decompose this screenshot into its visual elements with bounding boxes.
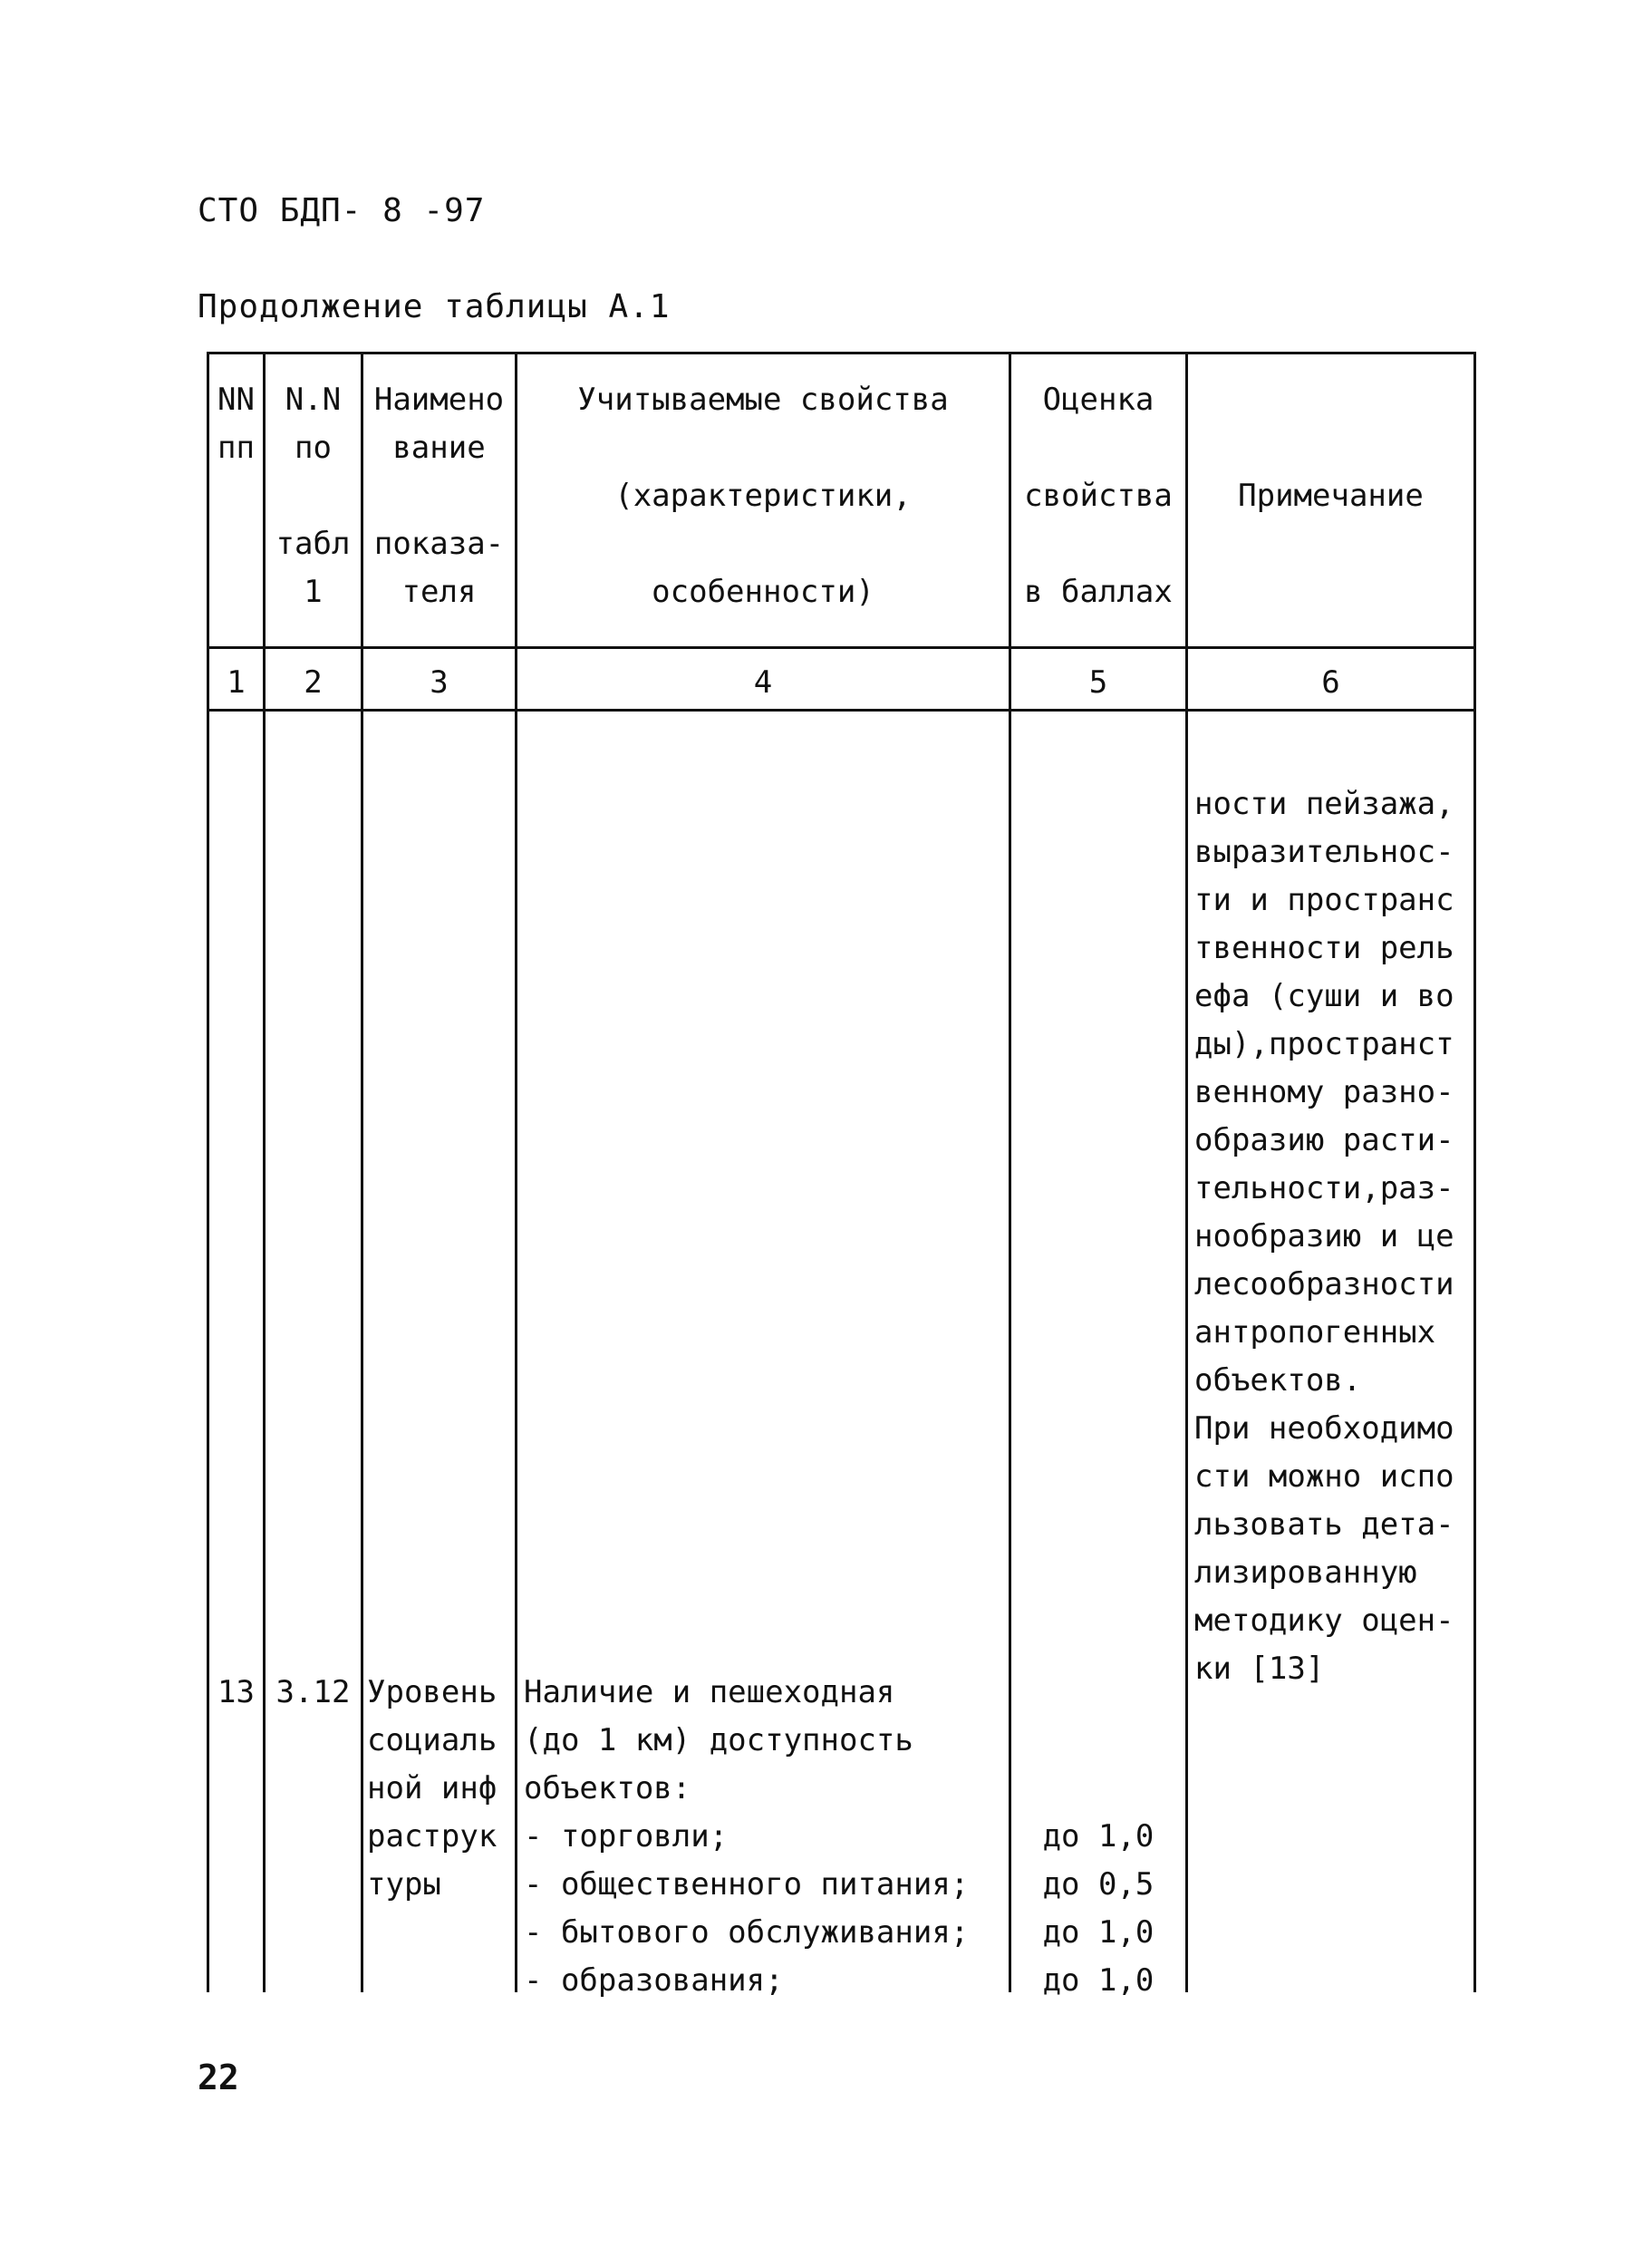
document-code: СТО БДП- 8 -97 xyxy=(198,192,486,229)
row13-property-line: - бытового обслуживания; xyxy=(524,1914,970,1951)
note-line: твенности рель xyxy=(1194,930,1454,966)
header-col-5-line xyxy=(1011,424,1185,472)
header-col-6-line xyxy=(1188,376,1473,424)
note-line: льзовать дета- xyxy=(1194,1506,1454,1543)
header-col-3-line: теля xyxy=(401,574,477,610)
header-col-4-line xyxy=(517,424,1009,472)
header-bottom-border xyxy=(207,646,1473,649)
note-line: методику оцен- xyxy=(1194,1603,1454,1639)
header-col-2-line: по xyxy=(295,430,332,466)
header-col-3-line: показа- xyxy=(373,526,505,562)
header-col-3-line: Наимено xyxy=(373,382,505,418)
header-col-6-line xyxy=(1188,424,1473,472)
header-col-2-line: N.N xyxy=(285,382,342,418)
header-col-2-line xyxy=(266,472,361,520)
note-line: нообразию и це xyxy=(1194,1218,1454,1254)
column-number-3: 3 xyxy=(430,664,449,701)
row13-score: до 1,0 xyxy=(1042,1914,1154,1951)
row13-property-line: (до 1 км) доступность xyxy=(524,1722,913,1758)
note-line: ефа (суши и во xyxy=(1194,978,1454,1014)
column-numbers-bottom-border xyxy=(207,709,1473,712)
column-number-5: 5 xyxy=(1088,664,1108,701)
header-col-6-line xyxy=(1188,568,1473,616)
note-line: выразительнос- xyxy=(1194,834,1454,870)
column-divider-right xyxy=(1473,352,1476,1992)
column-number-2: 2 xyxy=(304,664,323,701)
header-col-5 xyxy=(1011,376,1185,616)
row13-name-line: ной инф xyxy=(367,1770,498,1806)
header-col-6-line xyxy=(1188,520,1473,568)
row13-property-line: - общественного питания; xyxy=(524,1866,970,1903)
row13-name-line: Уровень xyxy=(367,1674,498,1710)
row13-property-line: Наличие и пешеходная xyxy=(524,1674,895,1710)
header-col-4-line: Учитываемые свойства xyxy=(577,382,949,418)
row13-score xyxy=(1011,1717,1185,1765)
note-line: ды),пространст xyxy=(1194,1026,1454,1062)
row13-score xyxy=(1011,1669,1185,1717)
note-line: ки [13] xyxy=(1194,1651,1325,1687)
table-caption: Продолжение таблицы А.1 xyxy=(198,288,671,325)
table-top-border xyxy=(207,352,1473,354)
column-number-6: 6 xyxy=(1321,664,1340,701)
header-col-2-line: 1 xyxy=(304,574,323,610)
note-line xyxy=(1194,732,1471,780)
row13-name-line: раструк xyxy=(367,1818,498,1854)
column-number-4: 4 xyxy=(753,664,773,701)
row13-name xyxy=(367,1669,514,1909)
note-line: ти и пространс xyxy=(1194,882,1454,918)
column-divider-left xyxy=(207,352,209,1992)
row13-score: до 1,0 xyxy=(1042,1818,1154,1854)
note-line: венному разно- xyxy=(1194,1074,1454,1110)
header-col-4-line: особенности) xyxy=(652,574,874,610)
header-col-4-line: (характеристики, xyxy=(614,478,912,514)
note-line: ности пейзажа, xyxy=(1194,786,1454,822)
note-continuation xyxy=(1194,732,1471,1693)
header-col-5-line: в баллах xyxy=(1024,574,1173,610)
header-col-5-line xyxy=(1011,520,1185,568)
row13-table-ref: 3.12 xyxy=(275,1674,351,1710)
row13-scores xyxy=(1011,1669,1185,2005)
header-col-1-line: пп xyxy=(217,430,255,466)
header-col-5-line: Оценка xyxy=(1042,382,1154,418)
row13-property-line: объектов: xyxy=(524,1770,691,1806)
header-col-3-line xyxy=(363,472,515,520)
row13-property-line: - торговли; xyxy=(524,1818,729,1854)
page-number: 22 xyxy=(198,2058,239,2097)
header-col-6-line: Примечание xyxy=(1238,478,1424,514)
row13-name-line: туры xyxy=(367,1866,441,1903)
header-col-1 xyxy=(209,376,263,472)
header-col-4 xyxy=(517,376,1009,616)
header-col-4-line xyxy=(517,520,1009,568)
header-col-3-line: вание xyxy=(392,430,486,466)
row13-score: до 1,0 xyxy=(1042,1962,1154,1999)
header-col-1-line: NN xyxy=(217,382,255,418)
note-line: лизированную xyxy=(1194,1554,1417,1591)
column-number-1: 1 xyxy=(227,664,246,701)
note-line: образию расти- xyxy=(1194,1122,1454,1158)
note-line: сти можно испо xyxy=(1194,1458,1454,1495)
note-line: объектов. xyxy=(1194,1362,1362,1399)
header-col-6 xyxy=(1188,376,1473,616)
note-line: тельности,раз- xyxy=(1194,1170,1454,1206)
note-line: При необходимо xyxy=(1194,1410,1454,1447)
header-col-2 xyxy=(266,376,361,616)
row13-score: до 0,5 xyxy=(1042,1866,1154,1903)
row13-name-line: социаль xyxy=(367,1722,498,1758)
header-col-3 xyxy=(363,376,515,616)
header-col-2-line: табл xyxy=(275,526,351,562)
row13-properties xyxy=(524,1669,1009,2005)
header-col-5-line: свойства xyxy=(1024,478,1173,514)
note-line: антропогенных xyxy=(1194,1314,1436,1351)
row13-score xyxy=(1011,1765,1185,1813)
row13-nn: 13 xyxy=(217,1674,255,1710)
row13-property-line: - образования; xyxy=(524,1962,784,1999)
note-line: лесообразности xyxy=(1194,1266,1454,1302)
